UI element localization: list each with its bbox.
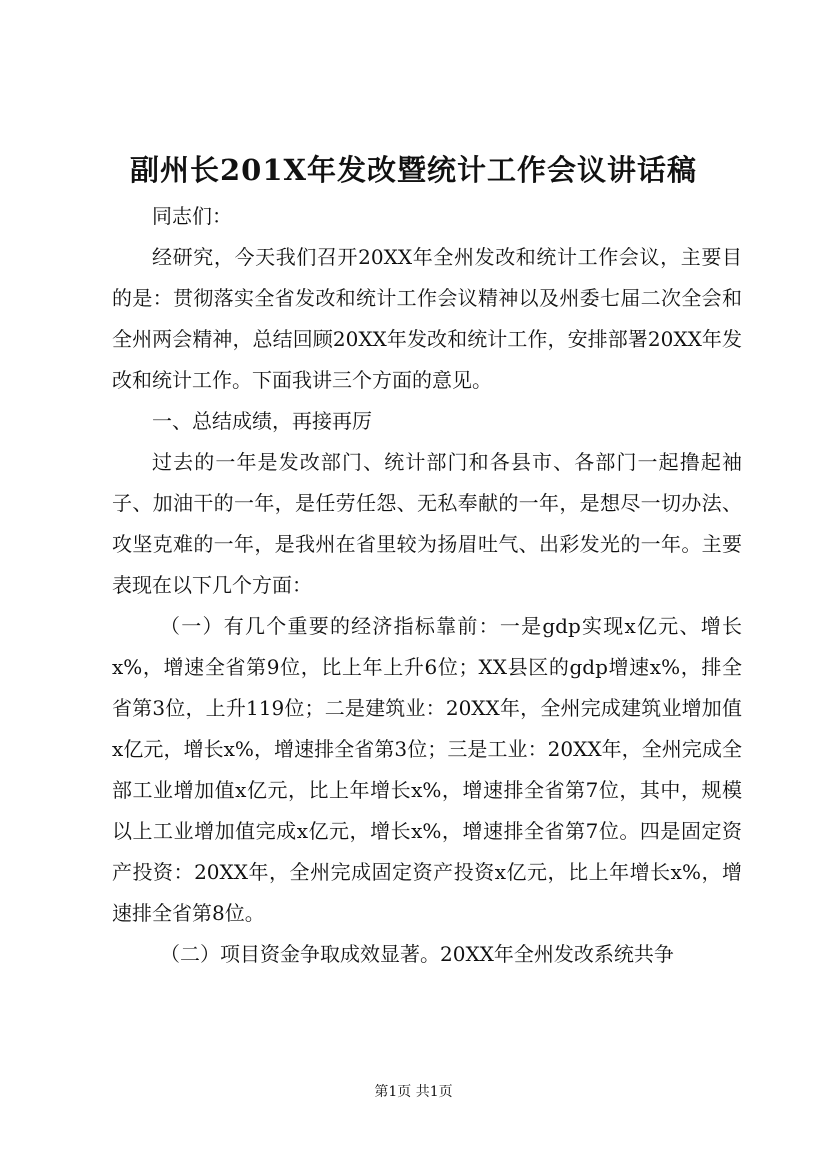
document-body [112, 196, 742, 975]
page-footer: 第1页 共1页 [374, 1084, 453, 1100]
salutation: 同志们： [152, 204, 232, 228]
body-paragraph: 过去的一年是发改部门、统计部门和各县市、各部门一起撸起袖子、加油干的一年，是任劳任怨、无私奉献的一年，是想尽一切办法、攻坚克难的一年，是我州在省里较为扬眉吐气、出彩发光的一年。主要表现在以下几个方面： [112, 450, 742, 597]
body-paragraph: （一）有几个重要的经济指标靠前：一是gdp实现x亿元、增长x%，增速全省第9位，比上年上升6位；XX县区的gdp增速x%，排全省第3位，上升119位；二是建筑业：20XX年，全州完成建筑业增加值x亿元，增长x%，增速排全省第3位；三是工业：20XX年，全州完成全部工业增加值x亿元，比上年增长x%，增速排全省第7位，其中，规模以上工业增加值完成x亿元，增长x%，增速排全省第7位。四是固定资产投资：20XX年，全州完成固定资产投资x亿元，比上年增长x%，增速排全省第8位。 [112, 614, 742, 925]
section-heading: 一、总结成绩，再接再厉 [152, 409, 372, 433]
intro-paragraph: 经研究，今天我们召开20XX年全州发改和统计工作会议，主要目的是：贯彻落实全省发改和统计工作会议精神以及州委七届二次全会和全州两会精神，总结回顾20XX年发改和统计工作，安排部署20XX年发改和统计工作。下面我讲三个方面的意见。 [112, 245, 742, 392]
document-title: 副州长201X年发改暨统计工作会议讲话稿 [129, 153, 698, 187]
body-paragraph: （二）项目资金争取成效显著。20XX年全州发改系统共争 [160, 942, 674, 966]
